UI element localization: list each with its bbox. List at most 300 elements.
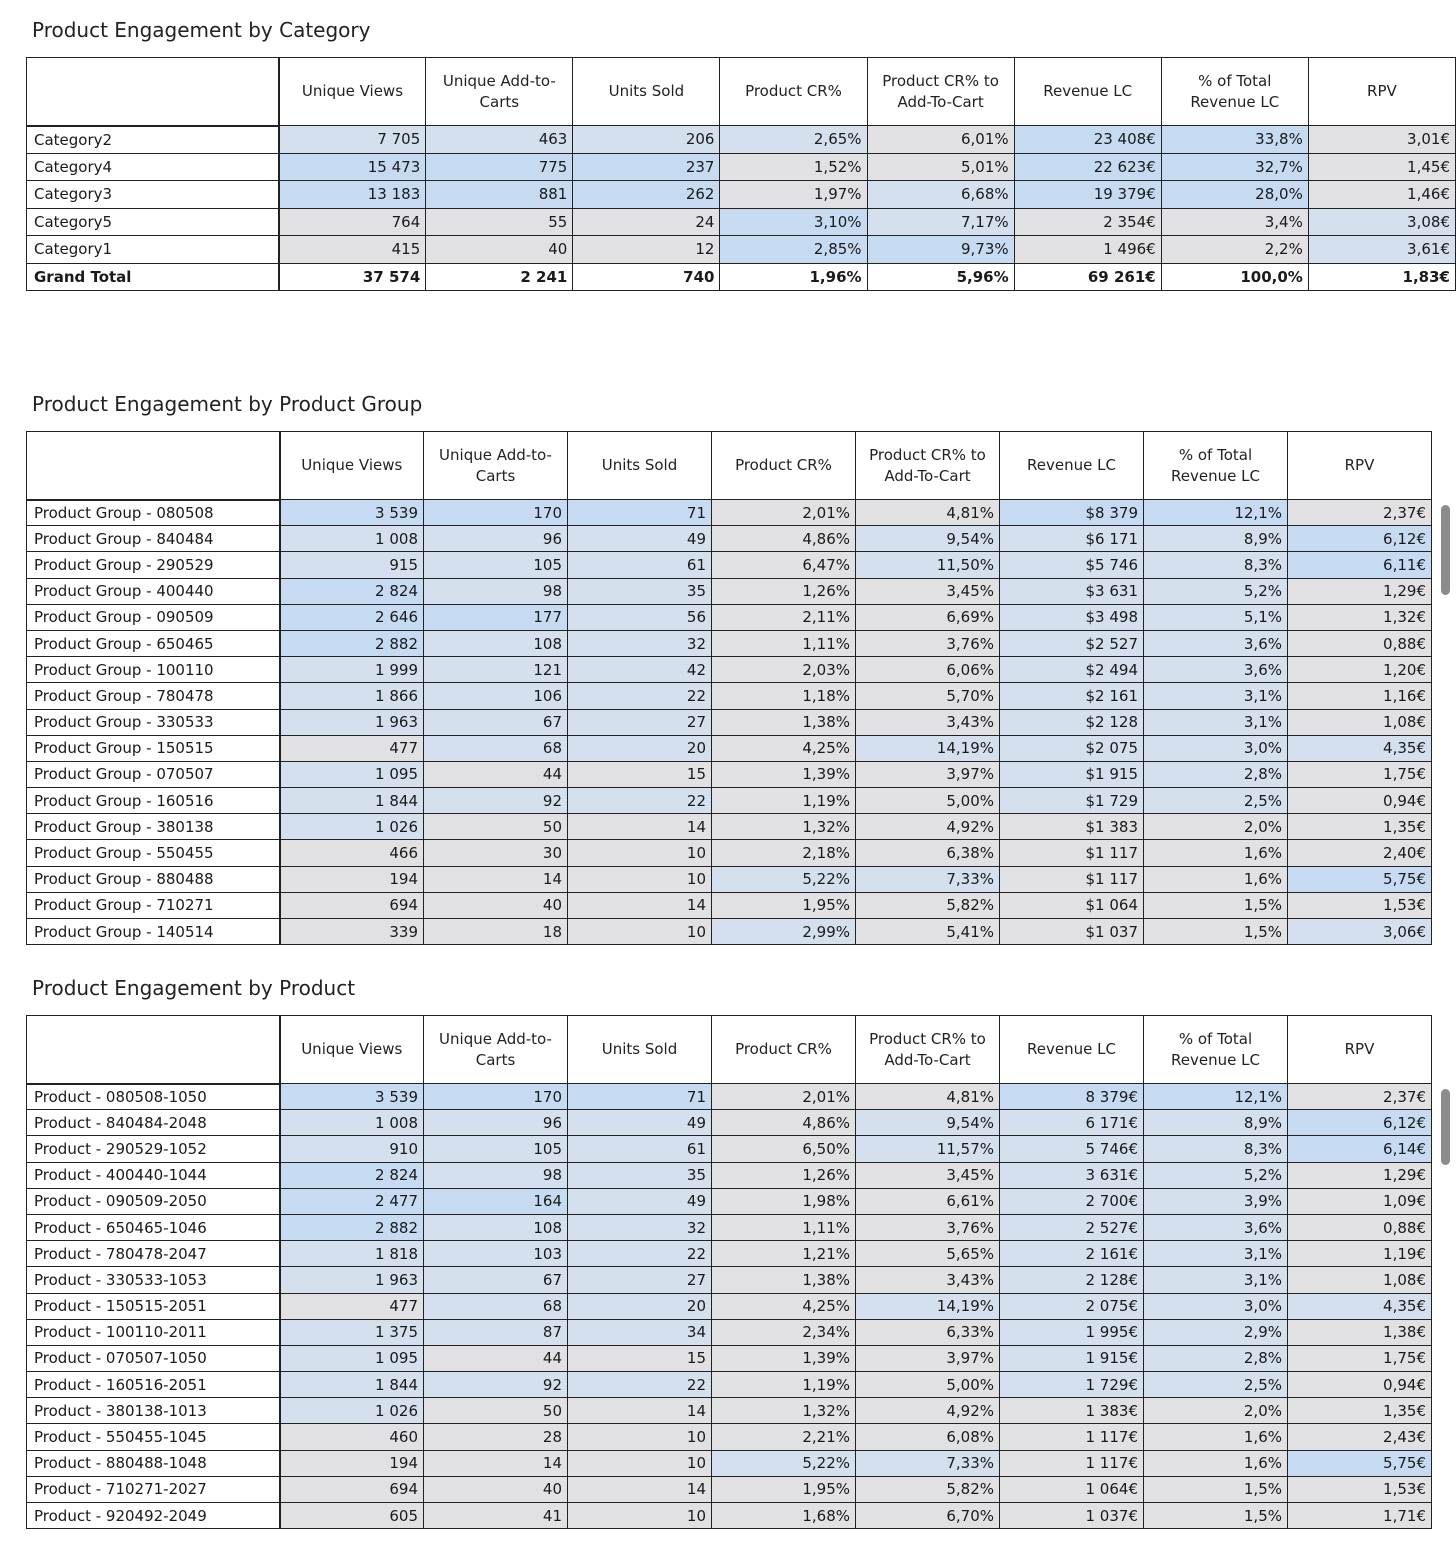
cell-unique-views[interactable]: 194 xyxy=(280,866,424,892)
cell-product-cr[interactable]: 5,22% xyxy=(712,1450,856,1476)
cell-unique-views[interactable]: 1 008 xyxy=(280,1110,424,1136)
table-row[interactable] xyxy=(27,604,1432,630)
cell-rpv[interactable]: 1,35€ xyxy=(1288,814,1432,840)
cell-product-cr[interactable]: 1,95% xyxy=(712,1476,856,1502)
cell-unique-add-to-carts[interactable]: 103 xyxy=(424,1241,568,1267)
cell-pct-total-revenue[interactable]: 28,0% xyxy=(1161,181,1308,209)
cell-revenue-lc[interactable]: 1 117€ xyxy=(1000,1450,1144,1476)
cell-rpv[interactable]: 1,20€ xyxy=(1288,657,1432,683)
cell-unique-add-to-carts[interactable]: 177 xyxy=(424,604,568,630)
cell-product-cr[interactable]: 5,22% xyxy=(712,866,856,892)
cell-pct-total-revenue[interactable]: 3,4% xyxy=(1161,208,1308,236)
cell-units-sold[interactable]: 24 xyxy=(573,208,720,236)
column-header-unique-views[interactable]: Unique Views xyxy=(280,432,424,500)
cell-product-cr[interactable]: 4,86% xyxy=(712,526,856,552)
cell-product-cr-to-add-to-cart[interactable]: 6,61% xyxy=(856,1188,1000,1214)
cell-revenue-lc[interactable]: 1 496€ xyxy=(1014,236,1161,264)
cell-unique-views[interactable]: 3 539 xyxy=(280,500,424,526)
cell-revenue-lc[interactable]: $2 128 xyxy=(1000,709,1144,735)
cell-rpv[interactable]: 1,75€ xyxy=(1288,761,1432,787)
row-label[interactable]: Product - 380138-1013 xyxy=(27,1398,280,1424)
row-label[interactable]: Product - 780478-2047 xyxy=(27,1241,280,1267)
row-label[interactable]: Product Group - 380138 xyxy=(27,814,280,840)
table-row[interactable] xyxy=(27,814,1432,840)
row-label[interactable]: Product - 710271-2027 xyxy=(27,1476,280,1502)
cell-product-cr-to-add-to-cart[interactable]: 3,76% xyxy=(856,1214,1000,1240)
cell-unique-views[interactable]: 910 xyxy=(280,1136,424,1162)
cell-unique-add-to-carts[interactable]: 40 xyxy=(424,1476,568,1502)
cell-pct-total-revenue[interactable]: 1,6% xyxy=(1144,866,1288,892)
row-label[interactable]: Category4 xyxy=(27,153,279,181)
table-row[interactable] xyxy=(27,735,1432,761)
cell-product-cr-to-add-to-cart[interactable]: 9,54% xyxy=(856,1110,1000,1136)
cell-revenue-lc[interactable]: $2 161 xyxy=(1000,683,1144,709)
cell-product-cr-to-add-to-cart[interactable]: 5,00% xyxy=(856,788,1000,814)
cell-product-cr[interactable]: 4,86% xyxy=(712,1110,856,1136)
cell-unique-views[interactable]: 339 xyxy=(280,919,424,945)
row-label[interactable]: Category1 xyxy=(27,236,279,264)
cell-revenue-lc[interactable]: 2 075€ xyxy=(1000,1293,1144,1319)
cell-units-sold[interactable]: 35 xyxy=(568,578,712,604)
column-header-product-cr-to-add-to-cart[interactable]: Product CR% to Add-To-Cart xyxy=(856,1016,1000,1084)
cell-unique-views[interactable]: 194 xyxy=(280,1450,424,1476)
cell-unique-add-to-carts[interactable]: 30 xyxy=(424,840,568,866)
cell-unique-add-to-carts[interactable]: 98 xyxy=(424,578,568,604)
cell-revenue-lc[interactable]: $1 117 xyxy=(1000,840,1144,866)
cell-unique-views[interactable]: 605 xyxy=(280,1503,424,1529)
cell-units-sold[interactable]: 49 xyxy=(568,1188,712,1214)
cell-rpv[interactable]: 0,94€ xyxy=(1288,1372,1432,1398)
row-label[interactable]: Product - 290529-1052 xyxy=(27,1136,280,1162)
cell-rpv[interactable]: 6,12€ xyxy=(1288,1110,1432,1136)
total-rpv[interactable]: 1,83€ xyxy=(1308,263,1455,291)
cell-unique-add-to-carts[interactable]: 98 xyxy=(424,1162,568,1188)
cell-unique-add-to-carts[interactable]: 41 xyxy=(424,1503,568,1529)
cell-revenue-lc[interactable]: 2 527€ xyxy=(1000,1214,1144,1240)
table-row[interactable] xyxy=(27,1372,1432,1398)
cell-pct-total-revenue[interactable]: 2,0% xyxy=(1144,1398,1288,1424)
cell-product-cr[interactable]: 1,32% xyxy=(712,814,856,840)
row-label[interactable]: Product Group - 650465 xyxy=(27,630,280,656)
cell-product-cr-to-add-to-cart[interactable]: 14,19% xyxy=(856,1293,1000,1319)
cell-revenue-lc[interactable]: $1 915 xyxy=(1000,761,1144,787)
cell-revenue-lc[interactable]: 2 161€ xyxy=(1000,1241,1144,1267)
cell-unique-add-to-carts[interactable]: 881 xyxy=(426,181,573,209)
cell-rpv[interactable]: 1,45€ xyxy=(1308,153,1455,181)
row-label[interactable]: Product Group - 080508 xyxy=(27,500,280,526)
cell-product-cr-to-add-to-cart[interactable]: 11,50% xyxy=(856,552,1000,578)
cell-unique-views[interactable]: 1 818 xyxy=(280,1241,424,1267)
table-row[interactable] xyxy=(27,1136,1432,1162)
cell-unique-add-to-carts[interactable]: 121 xyxy=(424,657,568,683)
cell-revenue-lc[interactable]: $8 379 xyxy=(1000,500,1144,526)
column-header-product-cr[interactable]: Product CR% xyxy=(712,1016,856,1084)
cell-pct-total-revenue[interactable]: 2,5% xyxy=(1144,1372,1288,1398)
cell-product-cr[interactable]: 2,85% xyxy=(720,236,867,264)
cell-revenue-lc[interactable]: 1 117€ xyxy=(1000,1424,1144,1450)
cell-revenue-lc[interactable]: 22 623€ xyxy=(1014,153,1161,181)
cell-unique-views[interactable]: 415 xyxy=(279,236,426,264)
cell-product-cr-to-add-to-cart[interactable]: 3,43% xyxy=(856,1267,1000,1293)
row-label[interactable]: Product - 090509-2050 xyxy=(27,1188,280,1214)
cell-pct-total-revenue[interactable]: 3,1% xyxy=(1144,1241,1288,1267)
table-row[interactable] xyxy=(27,126,1456,154)
cell-unique-add-to-carts[interactable]: 108 xyxy=(424,1214,568,1240)
cell-pct-total-revenue[interactable]: 1,6% xyxy=(1144,1450,1288,1476)
column-header-pct-total-revenue[interactable]: % of Total Revenue LC xyxy=(1144,432,1288,500)
cell-revenue-lc[interactable]: $6 171 xyxy=(1000,526,1144,552)
cell-units-sold[interactable]: 20 xyxy=(568,735,712,761)
row-label[interactable]: Product Group - 550455 xyxy=(27,840,280,866)
cell-unique-add-to-carts[interactable]: 18 xyxy=(424,919,568,945)
cell-pct-total-revenue[interactable]: 3,6% xyxy=(1144,1214,1288,1240)
cell-unique-views[interactable]: 1 844 xyxy=(280,1372,424,1398)
cell-pct-total-revenue[interactable]: 2,0% xyxy=(1144,814,1288,840)
table-row[interactable] xyxy=(27,526,1432,552)
cell-product-cr[interactable]: 1,52% xyxy=(720,153,867,181)
cell-product-cr-to-add-to-cart[interactable]: 3,76% xyxy=(856,630,1000,656)
table-row[interactable] xyxy=(27,1162,1432,1188)
cell-rpv[interactable]: 6,14€ xyxy=(1288,1136,1432,1162)
cell-product-cr[interactable]: 1,98% xyxy=(712,1188,856,1214)
cell-revenue-lc[interactable]: $1 117 xyxy=(1000,866,1144,892)
cell-revenue-lc[interactable]: 1 064€ xyxy=(1000,1476,1144,1502)
cell-revenue-lc[interactable]: $1 729 xyxy=(1000,788,1144,814)
cell-rpv[interactable]: 6,12€ xyxy=(1288,526,1432,552)
cell-units-sold[interactable]: 15 xyxy=(568,1345,712,1371)
cell-pct-total-revenue[interactable]: 32,7% xyxy=(1161,153,1308,181)
cell-units-sold[interactable]: 49 xyxy=(568,526,712,552)
cell-product-cr[interactable]: 1,26% xyxy=(712,1162,856,1188)
cell-unique-views[interactable]: 460 xyxy=(280,1424,424,1450)
cell-units-sold[interactable]: 14 xyxy=(568,892,712,918)
cell-units-sold[interactable]: 71 xyxy=(568,1084,712,1110)
cell-revenue-lc[interactable]: $1 383 xyxy=(1000,814,1144,840)
cell-product-cr-to-add-to-cart[interactable]: 5,82% xyxy=(856,892,1000,918)
row-label[interactable]: Category2 xyxy=(27,126,279,154)
cell-pct-total-revenue[interactable]: 2,2% xyxy=(1161,236,1308,264)
row-label[interactable]: Product - 070507-1050 xyxy=(27,1345,280,1371)
product-group-table[interactable] xyxy=(26,431,1434,955)
cell-rpv[interactable]: 5,75€ xyxy=(1288,1450,1432,1476)
cell-revenue-lc[interactable]: $1 064 xyxy=(1000,892,1144,918)
row-label[interactable]: Product Group - 100110 xyxy=(27,657,280,683)
cell-product-cr[interactable]: 1,95% xyxy=(712,892,856,918)
cell-unique-views[interactable]: 466 xyxy=(280,840,424,866)
cell-product-cr-to-add-to-cart[interactable]: 7,33% xyxy=(856,1450,1000,1476)
product-table[interactable] xyxy=(26,1015,1434,1543)
table-row[interactable] xyxy=(27,761,1432,787)
cell-rpv[interactable]: 4,35€ xyxy=(1288,1293,1432,1319)
cell-product-cr-to-add-to-cart[interactable]: 6,06% xyxy=(856,657,1000,683)
cell-units-sold[interactable]: 262 xyxy=(573,181,720,209)
cell-pct-total-revenue[interactable]: 2,5% xyxy=(1144,788,1288,814)
cell-pct-total-revenue[interactable]: 1,5% xyxy=(1144,892,1288,918)
table-row[interactable] xyxy=(27,1345,1432,1371)
table-row[interactable] xyxy=(27,1450,1432,1476)
cell-product-cr-to-add-to-cart[interactable]: 7,33% xyxy=(856,866,1000,892)
cell-rpv[interactable]: 1,19€ xyxy=(1288,1241,1432,1267)
row-label[interactable]: Product - 840484-2048 xyxy=(27,1110,280,1136)
cell-units-sold[interactable]: 32 xyxy=(568,1214,712,1240)
row-label[interactable]: Product Group - 840484 xyxy=(27,526,280,552)
row-label[interactable]: Product - 100110-2011 xyxy=(27,1319,280,1345)
table-row[interactable] xyxy=(27,919,1432,945)
cell-product-cr-to-add-to-cart[interactable]: 3,43% xyxy=(856,709,1000,735)
cell-product-cr[interactable]: 6,47% xyxy=(712,552,856,578)
row-label[interactable]: Product - 330533-1053 xyxy=(27,1267,280,1293)
cell-rpv[interactable]: 2,40€ xyxy=(1288,840,1432,866)
cell-rpv[interactable]: 0,88€ xyxy=(1288,630,1432,656)
table-row[interactable] xyxy=(27,683,1432,709)
cell-unique-views[interactable]: 477 xyxy=(280,735,424,761)
cell-units-sold[interactable]: 20 xyxy=(568,1293,712,1319)
cell-unique-views[interactable]: 477 xyxy=(280,1293,424,1319)
cell-product-cr[interactable]: 1,68% xyxy=(712,1503,856,1529)
cell-pct-total-revenue[interactable]: 33,8% xyxy=(1161,126,1308,154)
cell-unique-add-to-carts[interactable]: 55 xyxy=(426,208,573,236)
cell-unique-views[interactable]: 7 705 xyxy=(279,126,426,154)
cell-product-cr-to-add-to-cart[interactable]: 5,41% xyxy=(856,919,1000,945)
cell-product-cr-to-add-to-cart[interactable]: 14,19% xyxy=(856,735,1000,761)
column-header-product-cr[interactable]: Product CR% xyxy=(720,58,867,126)
cell-units-sold[interactable]: 12 xyxy=(573,236,720,264)
column-header-pct-total-revenue[interactable]: % of Total Revenue LC xyxy=(1161,58,1308,126)
cell-units-sold[interactable]: 22 xyxy=(568,683,712,709)
table-row[interactable] xyxy=(27,1476,1432,1502)
cell-rpv[interactable]: 1,32€ xyxy=(1288,604,1432,630)
cell-unique-views[interactable]: 1 026 xyxy=(280,814,424,840)
table-row[interactable] xyxy=(27,208,1456,236)
cell-unique-add-to-carts[interactable]: 44 xyxy=(424,1345,568,1371)
cell-units-sold[interactable]: 71 xyxy=(568,500,712,526)
cell-revenue-lc[interactable]: 1 037€ xyxy=(1000,1503,1144,1529)
product-scrollbar[interactable] xyxy=(1441,1089,1450,1165)
cell-revenue-lc[interactable]: $3 498 xyxy=(1000,604,1144,630)
column-header-product-cr[interactable]: Product CR% xyxy=(712,432,856,500)
cell-revenue-lc[interactable]: $2 075 xyxy=(1000,735,1144,761)
cell-rpv[interactable]: 2,37€ xyxy=(1288,500,1432,526)
cell-rpv[interactable]: 2,37€ xyxy=(1288,1084,1432,1110)
cell-rpv[interactable]: 1,09€ xyxy=(1288,1188,1432,1214)
cell-unique-views[interactable]: 13 183 xyxy=(279,181,426,209)
total-units-sold[interactable]: 740 xyxy=(573,263,720,291)
cell-unique-add-to-carts[interactable]: 14 xyxy=(424,866,568,892)
cell-product-cr-to-add-to-cart[interactable]: 6,33% xyxy=(856,1319,1000,1345)
cell-unique-views[interactable]: 1 963 xyxy=(280,1267,424,1293)
column-header-unique-add-to-carts[interactable]: Unique Add-to-Carts xyxy=(424,432,568,500)
cell-revenue-lc[interactable]: 1 995€ xyxy=(1000,1319,1144,1345)
table-row[interactable] xyxy=(27,1084,1432,1110)
table-row[interactable] xyxy=(27,1110,1432,1136)
cell-product-cr[interactable]: 2,18% xyxy=(712,840,856,866)
table-row[interactable] xyxy=(27,1241,1432,1267)
cell-product-cr-to-add-to-cart[interactable]: 3,97% xyxy=(856,1345,1000,1371)
cell-unique-views[interactable]: 694 xyxy=(280,892,424,918)
cell-product-cr-to-add-to-cart[interactable]: 5,65% xyxy=(856,1241,1000,1267)
cell-pct-total-revenue[interactable]: 12,1% xyxy=(1144,500,1288,526)
column-header-rpv[interactable]: RPV xyxy=(1288,432,1432,500)
cell-pct-total-revenue[interactable]: 2,8% xyxy=(1144,1345,1288,1371)
row-label[interactable]: Product - 550455-1045 xyxy=(27,1424,280,1450)
cell-unique-views[interactable]: 2 824 xyxy=(280,578,424,604)
row-label[interactable]: Product Group - 780478 xyxy=(27,683,280,709)
cell-revenue-lc[interactable]: 8 379€ xyxy=(1000,1084,1144,1110)
cell-rpv[interactable]: 1,29€ xyxy=(1288,578,1432,604)
cell-revenue-lc[interactable]: 1 915€ xyxy=(1000,1345,1144,1371)
column-header-units-sold[interactable]: Units Sold xyxy=(568,1016,712,1084)
cell-product-cr[interactable]: 2,34% xyxy=(712,1319,856,1345)
cell-unique-views[interactable]: 1 026 xyxy=(280,1398,424,1424)
row-label[interactable]: Product Group - 160516 xyxy=(27,788,280,814)
cell-product-cr[interactable]: 1,39% xyxy=(712,761,856,787)
cell-product-cr[interactable]: 1,38% xyxy=(712,709,856,735)
cell-units-sold[interactable]: 14 xyxy=(568,1476,712,1502)
cell-product-cr[interactable]: 1,18% xyxy=(712,683,856,709)
cell-product-cr-to-add-to-cart[interactable]: 6,69% xyxy=(856,604,1000,630)
cell-pct-total-revenue[interactable]: 3,9% xyxy=(1144,1188,1288,1214)
cell-product-cr-to-add-to-cart[interactable]: 6,38% xyxy=(856,840,1000,866)
cell-unique-views[interactable]: 2 824 xyxy=(280,1162,424,1188)
cell-pct-total-revenue[interactable]: 1,5% xyxy=(1144,1476,1288,1502)
grand-total-row[interactable] xyxy=(27,263,1456,291)
column-header-revenue-lc[interactable]: Revenue LC xyxy=(1000,1016,1144,1084)
cell-units-sold[interactable]: 14 xyxy=(568,1398,712,1424)
column-header-product-cr-to-add-to-cart[interactable]: Product CR% to Add-To-Cart xyxy=(856,432,1000,500)
cell-unique-add-to-carts[interactable]: 105 xyxy=(424,1136,568,1162)
cell-revenue-lc[interactable]: 1 383€ xyxy=(1000,1398,1144,1424)
cell-pct-total-revenue[interactable]: 5,2% xyxy=(1144,578,1288,604)
row-label[interactable]: Category5 xyxy=(27,208,279,236)
table-row[interactable] xyxy=(27,1319,1432,1345)
cell-revenue-lc[interactable]: $5 746 xyxy=(1000,552,1144,578)
cell-revenue-lc[interactable]: 19 379€ xyxy=(1014,181,1161,209)
cell-pct-total-revenue[interactable]: 8,3% xyxy=(1144,552,1288,578)
cell-product-cr[interactable]: 1,11% xyxy=(712,1214,856,1240)
cell-units-sold[interactable]: 35 xyxy=(568,1162,712,1188)
cell-unique-views[interactable]: 1 008 xyxy=(280,526,424,552)
cell-unique-add-to-carts[interactable]: 67 xyxy=(424,1267,568,1293)
table-row[interactable] xyxy=(27,866,1432,892)
total-product-cr[interactable]: 1,96% xyxy=(720,263,867,291)
cell-product-cr-to-add-to-cart[interactable]: 4,92% xyxy=(856,814,1000,840)
cell-rpv[interactable]: 1,29€ xyxy=(1288,1162,1432,1188)
cell-revenue-lc[interactable]: $2 527 xyxy=(1000,630,1144,656)
row-label[interactable]: Category3 xyxy=(27,181,279,209)
cell-product-cr[interactable]: 3,10% xyxy=(720,208,867,236)
cell-unique-add-to-carts[interactable]: 68 xyxy=(424,1293,568,1319)
cell-product-cr[interactable]: 1,11% xyxy=(712,630,856,656)
row-label[interactable]: Product - 880488-1048 xyxy=(27,1450,280,1476)
table-row[interactable] xyxy=(27,1503,1432,1529)
cell-product-cr[interactable]: 1,21% xyxy=(712,1241,856,1267)
cell-product-cr[interactable]: 1,26% xyxy=(712,578,856,604)
cell-pct-total-revenue[interactable]: 12,1% xyxy=(1144,1084,1288,1110)
cell-revenue-lc[interactable]: 2 354€ xyxy=(1014,208,1161,236)
cell-unique-add-to-carts[interactable]: 40 xyxy=(424,892,568,918)
column-header-unique-views[interactable]: Unique Views xyxy=(279,58,426,126)
cell-rpv[interactable]: 1,75€ xyxy=(1288,1345,1432,1371)
cell-rpv[interactable]: 2,43€ xyxy=(1288,1424,1432,1450)
cell-unique-add-to-carts[interactable]: 50 xyxy=(424,1398,568,1424)
cell-pct-total-revenue[interactable]: 3,1% xyxy=(1144,1267,1288,1293)
cell-rpv[interactable]: 1,46€ xyxy=(1308,181,1455,209)
column-header-units-sold[interactable]: Units Sold xyxy=(573,58,720,126)
cell-unique-views[interactable]: 1 375 xyxy=(280,1319,424,1345)
cell-revenue-lc[interactable]: 1 729€ xyxy=(1000,1372,1144,1398)
table-row[interactable] xyxy=(27,1188,1432,1214)
cell-unique-add-to-carts[interactable]: 14 xyxy=(424,1450,568,1476)
column-header-unique-views[interactable]: Unique Views xyxy=(280,1016,424,1084)
cell-product-cr-to-add-to-cart[interactable]: 5,01% xyxy=(867,153,1014,181)
column-header-rpv[interactable]: RPV xyxy=(1288,1016,1432,1084)
cell-unique-views[interactable]: 3 539 xyxy=(280,1084,424,1110)
cell-product-cr-to-add-to-cart[interactable]: 7,17% xyxy=(867,208,1014,236)
cell-rpv[interactable]: 3,61€ xyxy=(1308,236,1455,264)
row-label[interactable]: Product Group - 330533 xyxy=(27,709,280,735)
cell-pct-total-revenue[interactable]: 2,9% xyxy=(1144,1319,1288,1345)
cell-units-sold[interactable]: 10 xyxy=(568,1450,712,1476)
cell-pct-total-revenue[interactable]: 3,6% xyxy=(1144,630,1288,656)
table-row[interactable] xyxy=(27,153,1456,181)
cell-revenue-lc[interactable]: 6 171€ xyxy=(1000,1110,1144,1136)
cell-units-sold[interactable]: 10 xyxy=(568,1503,712,1529)
cell-product-cr-to-add-to-cart[interactable]: 3,45% xyxy=(856,1162,1000,1188)
column-header-rpv[interactable]: RPV xyxy=(1308,58,1455,126)
cell-product-cr-to-add-to-cart[interactable]: 9,54% xyxy=(856,526,1000,552)
table-row[interactable] xyxy=(27,1214,1432,1240)
row-label[interactable]: Product Group - 090509 xyxy=(27,604,280,630)
product-group-scrollbar[interactable] xyxy=(1441,505,1450,595)
cell-unique-views[interactable]: 2 882 xyxy=(280,1214,424,1240)
cell-unique-add-to-carts[interactable]: 40 xyxy=(426,236,573,264)
cell-product-cr-to-add-to-cart[interactable]: 6,01% xyxy=(867,126,1014,154)
table-row[interactable] xyxy=(27,181,1456,209)
row-label[interactable]: Product Group - 070507 xyxy=(27,761,280,787)
cell-unique-views[interactable]: 2 477 xyxy=(280,1188,424,1214)
cell-units-sold[interactable]: 27 xyxy=(568,709,712,735)
cell-units-sold[interactable]: 42 xyxy=(568,657,712,683)
cell-product-cr-to-add-to-cart[interactable]: 5,00% xyxy=(856,1372,1000,1398)
cell-product-cr[interactable]: 1,32% xyxy=(712,1398,856,1424)
row-label[interactable]: Product - 150515-2051 xyxy=(27,1293,280,1319)
cell-product-cr-to-add-to-cart[interactable]: 9,73% xyxy=(867,236,1014,264)
cell-product-cr-to-add-to-cart[interactable]: 4,92% xyxy=(856,1398,1000,1424)
table-row[interactable] xyxy=(27,788,1432,814)
cell-product-cr[interactable]: 1,39% xyxy=(712,1345,856,1371)
cell-product-cr-to-add-to-cart[interactable]: 4,81% xyxy=(856,1084,1000,1110)
cell-units-sold[interactable]: 56 xyxy=(568,604,712,630)
cell-rpv[interactable]: 0,94€ xyxy=(1288,788,1432,814)
cell-units-sold[interactable]: 206 xyxy=(573,126,720,154)
cell-product-cr-to-add-to-cart[interactable]: 11,57% xyxy=(856,1136,1000,1162)
column-header-product-cr-to-add-to-cart[interactable]: Product CR% to Add-To-Cart xyxy=(867,58,1014,126)
cell-product-cr[interactable]: 1,19% xyxy=(712,788,856,814)
cell-units-sold[interactable]: 10 xyxy=(568,919,712,945)
cell-unique-views[interactable]: 2 646 xyxy=(280,604,424,630)
cell-unique-add-to-carts[interactable]: 87 xyxy=(424,1319,568,1345)
cell-pct-total-revenue[interactable]: 5,2% xyxy=(1144,1162,1288,1188)
row-label[interactable]: Product - 080508-1050 xyxy=(27,1084,280,1110)
cell-rpv[interactable]: 0,88€ xyxy=(1288,1214,1432,1240)
table-row[interactable] xyxy=(27,657,1432,683)
cell-revenue-lc[interactable]: $2 494 xyxy=(1000,657,1144,683)
table-row[interactable] xyxy=(27,500,1432,526)
column-header-units-sold[interactable]: Units Sold xyxy=(568,432,712,500)
row-label[interactable]: Product Group - 880488 xyxy=(27,866,280,892)
total-unique-views[interactable]: 37 574 xyxy=(279,263,426,291)
cell-unique-add-to-carts[interactable]: 170 xyxy=(424,1084,568,1110)
